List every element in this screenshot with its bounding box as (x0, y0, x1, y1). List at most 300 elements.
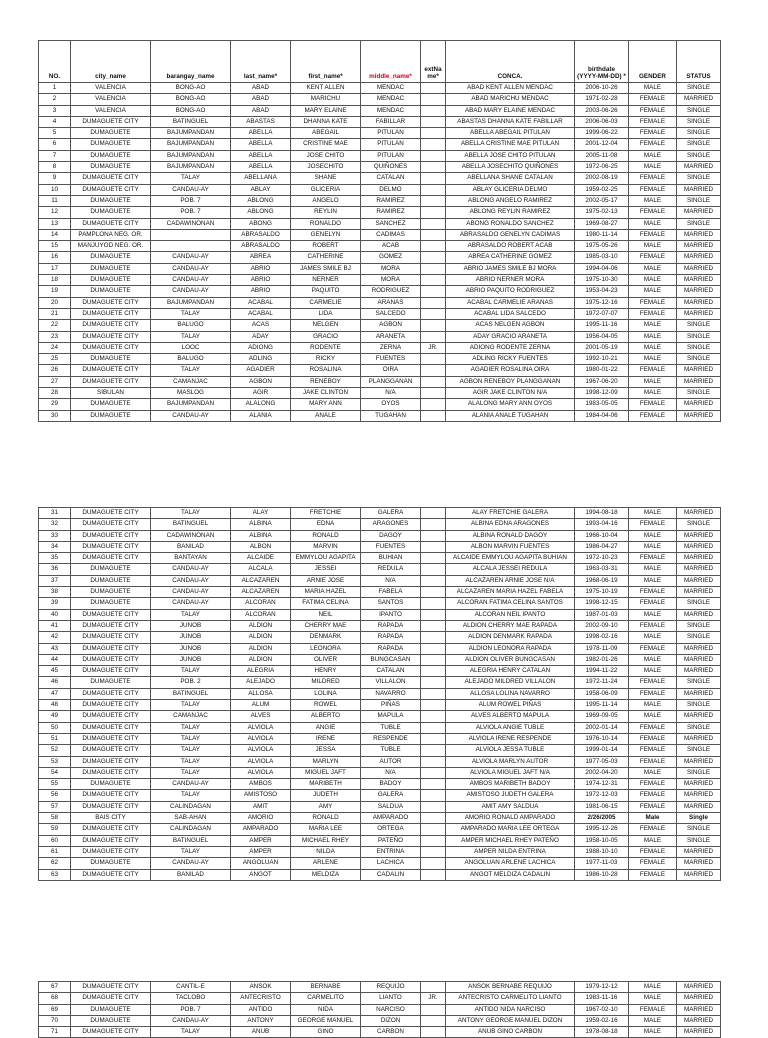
cell-ext-name (421, 756, 446, 767)
cell-no: 46 (39, 677, 71, 688)
cell-conca: AMPER MICHAEL RHEY PATEÑO (446, 835, 575, 846)
table-row (39, 790, 721, 801)
cell-status: SINGLE (677, 354, 721, 365)
cell-last-name: AMPER (231, 835, 291, 846)
cell-middle-name: ACAB (361, 241, 421, 252)
cell-ext-name: JR. (421, 993, 446, 1004)
table-row (39, 376, 721, 387)
table-row (39, 297, 721, 308)
cell-gender: FEMALE (629, 620, 677, 631)
cell-city-name: DUMAGUETE (71, 598, 151, 609)
cell-birthdate: 1956-04-05 (575, 331, 629, 342)
cell-gender: Male (629, 813, 677, 824)
cell-status: MARRIED (677, 94, 721, 105)
cell-ext-name (421, 982, 446, 993)
cell-barangay-name: TALAY (151, 331, 231, 342)
cell-no: 8 (39, 162, 71, 173)
cell-ext-name (421, 564, 446, 575)
cell-middle-name: RESPENDE (361, 733, 421, 744)
table-row (39, 756, 721, 767)
cell-last-name: ALBON (231, 541, 291, 552)
cell-ext-name (421, 1027, 446, 1038)
cell-birthdate: 1994-11-22 (575, 666, 629, 677)
cell-no: 54 (39, 767, 71, 778)
cell-first-name: CRISTINE MAE (291, 139, 361, 150)
cell-barangay-name: BAJUMPANDAN (151, 399, 231, 410)
cell-last-name: AMISTOSO (231, 790, 291, 801)
cell-no: 57 (39, 801, 71, 812)
cell-gender: MALE (629, 263, 677, 274)
cell-gender: MALE (629, 541, 677, 552)
cell-gender: FEMALE (629, 229, 677, 240)
cell-no: 11 (39, 195, 71, 206)
cell-first-name: KENT ALLEN (291, 83, 361, 94)
cell-ext-name (421, 116, 446, 127)
cell-last-name: ALVES (231, 711, 291, 722)
cell-last-name: ALANIA (231, 410, 291, 421)
cell-birthdate: 1975-10-30 (575, 275, 629, 286)
cell-birthdate: 2001-05-19 (575, 342, 629, 353)
cell-ext-name (421, 83, 446, 94)
cell-ext-name (421, 229, 446, 240)
cell-barangay-name: TALAY (151, 508, 231, 519)
header-city-name: city_name (71, 41, 151, 83)
cell-no: 3 (39, 105, 71, 116)
cell-birthdate: 1959-02-16 (575, 1015, 629, 1026)
cell-first-name: ROWEL (291, 700, 361, 711)
cell-birthdate: 1984-04-06 (575, 410, 629, 421)
cell-birthdate: 2006-06-03 (575, 116, 629, 127)
cell-conca: ACABAL CARMELIE ARANAS (446, 297, 575, 308)
cell-first-name: GENELYN (291, 229, 361, 240)
cell-status: SINGLE (677, 128, 721, 139)
cell-barangay-name: TALAY (151, 1027, 231, 1038)
cell-city-name: DUMAGUETE (71, 564, 151, 575)
cell-status: MARRIED (677, 846, 721, 857)
table-row (39, 320, 721, 331)
cell-city-name: PAMPLONA NEG. OR. (71, 229, 151, 240)
cell-barangay-name: CALINDAGAN (151, 801, 231, 812)
cell-no: 61 (39, 846, 71, 857)
cell-no: 1 (39, 83, 71, 94)
cell-barangay-name: POB. 7 (151, 207, 231, 218)
cell-last-name: AMPARADO (231, 824, 291, 835)
cell-status: MARRIED (677, 229, 721, 240)
cell-ext-name (421, 275, 446, 286)
cell-first-name: JAKE CLINTON (291, 388, 361, 399)
cell-gender: FEMALE (629, 128, 677, 139)
cell-gender: FEMALE (629, 184, 677, 195)
cell-first-name: CATHERINE (291, 252, 361, 263)
cell-first-name: CARMELIE (291, 297, 361, 308)
cell-city-name: DUMAGUETE CITY (71, 116, 151, 127)
cell-conca: ALLOSA LOLINA NAVARRO (446, 688, 575, 699)
cell-birthdate: 2005-11-08 (575, 150, 629, 161)
cell-city-name: SIBULAN (71, 388, 151, 399)
cell-ext-name (421, 252, 446, 263)
cell-status: SINGLE (677, 519, 721, 530)
cell-gender: FEMALE (629, 858, 677, 869)
cell-middle-name: LIANTO (361, 993, 421, 1004)
cell-last-name: ABELLA (231, 128, 291, 139)
cell-status: SINGLE (677, 105, 721, 116)
cell-ext-name (421, 94, 446, 105)
cell-city-name: DUMAGUETE CITY (71, 846, 151, 857)
table-row (39, 184, 721, 195)
cell-gender: MALE (629, 162, 677, 173)
table-row (39, 587, 721, 598)
cell-last-name: ALVIOLA (231, 722, 291, 733)
cell-no: 7 (39, 150, 71, 161)
cell-birthdate: 1969-08-27 (575, 218, 629, 229)
table-row (39, 722, 721, 733)
cell-middle-name: OIRA (361, 365, 421, 376)
cell-last-name: ABRIO (231, 275, 291, 286)
cell-birthdate: 1963-03-31 (575, 564, 629, 575)
cell-first-name: MARIBETH (291, 779, 361, 790)
table-row (39, 575, 721, 586)
cell-ext-name (421, 688, 446, 699)
cell-last-name: ALUM (231, 700, 291, 711)
cell-no: 15 (39, 241, 71, 252)
cell-last-name: ABELLA (231, 139, 291, 150)
cell-gender: FEMALE (629, 869, 677, 880)
cell-gender: FEMALE (629, 308, 677, 319)
cell-city-name: DUMAGUETE CITY (71, 733, 151, 744)
cell-last-name: ALCORAN (231, 609, 291, 620)
header-conca: CONCA. (446, 41, 575, 83)
cell-status: MARRIED (677, 263, 721, 274)
cell-no: 38 (39, 587, 71, 598)
cell-middle-name: ARAGONES (361, 519, 421, 530)
cell-barangay-name: TALAY (151, 700, 231, 711)
cell-no: 43 (39, 643, 71, 654)
cell-status: MARRIED (677, 376, 721, 387)
cell-last-name: AMBOS (231, 779, 291, 790)
cell-middle-name: SALDUA (361, 801, 421, 812)
cell-status: MARRIED (677, 508, 721, 519)
cell-last-name: AMORIO (231, 813, 291, 824)
cell-middle-name: RAPADA (361, 632, 421, 643)
cell-middle-name: N/A (361, 767, 421, 778)
cell-last-name: ALDION (231, 654, 291, 665)
cell-barangay-name: POB. 7 (151, 1004, 231, 1015)
cell-conca: ABRASALDO GENELYN CADIMAS (446, 229, 575, 240)
cell-last-name: ABRIO (231, 263, 291, 274)
cell-ext-name (421, 410, 446, 421)
header-birthdate: birthdate (YYYY-MM-DD) * (575, 41, 629, 83)
cell-barangay-name (151, 241, 231, 252)
cell-birthdate: 1986-10-28 (575, 869, 629, 880)
cell-gender: FEMALE (629, 173, 677, 184)
cell-first-name: ARLENE (291, 858, 361, 869)
cell-barangay-name: BANILAD (151, 541, 231, 552)
cell-birthdate: 1975-05-26 (575, 241, 629, 252)
cell-conca: ABRIO PAQUITO RODRIGUEZ (446, 286, 575, 297)
cell-gender: FEMALE (629, 733, 677, 744)
cell-gender: FEMALE (629, 365, 677, 376)
cell-birthdate: 1972-12-03 (575, 790, 629, 801)
cell-last-name: ACABAL (231, 308, 291, 319)
cell-no: 35 (39, 553, 71, 564)
cell-status: MARRIED (677, 643, 721, 654)
cell-first-name: MARY ANN (291, 399, 361, 410)
table-row (39, 824, 721, 835)
cell-gender: FEMALE (629, 553, 677, 564)
cell-barangay-name: CANDAU-AY (151, 184, 231, 195)
table-row (39, 801, 721, 812)
cell-city-name: DUMAGUETE CITY (71, 184, 151, 195)
cell-barangay-name: BAJUMPANDAN (151, 297, 231, 308)
cell-birthdate: 1983-11-16 (575, 993, 629, 1004)
cell-gender: FEMALE (629, 779, 677, 790)
cell-conca: ALVIOLA IRENE RESPENDE (446, 733, 575, 744)
cell-gender: FEMALE (629, 252, 677, 263)
cell-gender: MALE (629, 342, 677, 353)
cell-status: SINGLE (677, 677, 721, 688)
cell-first-name: RODENTE (291, 342, 361, 353)
cell-ext-name (421, 587, 446, 598)
cell-ext-name (421, 263, 446, 274)
cell-last-name: ALEJADO (231, 677, 291, 688)
cell-gender: FEMALE (629, 410, 677, 421)
cell-middle-name: ORTEGA (361, 824, 421, 835)
cell-ext-name (421, 286, 446, 297)
table-row (39, 553, 721, 564)
cell-city-name: DUMAGUETE (71, 354, 151, 365)
table-row (39, 173, 721, 184)
cell-no: 37 (39, 575, 71, 586)
cell-conca: ALCALA JESSEI REDULA (446, 564, 575, 575)
cell-barangay-name: POB. 7 (151, 195, 231, 206)
cell-no: 24 (39, 342, 71, 353)
header-first-name: first_name* (291, 41, 361, 83)
cell-conca: ABRIO NERNER MORA (446, 275, 575, 286)
cell-city-name: DUMAGUETE CITY (71, 1027, 151, 1038)
cell-middle-name: MAPULA (361, 711, 421, 722)
header-gender: GENDER (629, 41, 677, 83)
cell-conca: AGADIER ROSALINA OIRA (446, 365, 575, 376)
cell-no: 18 (39, 275, 71, 286)
cell-first-name: LEONORA (291, 643, 361, 654)
cell-no: 51 (39, 733, 71, 744)
cell-ext-name (421, 609, 446, 620)
cell-no: 17 (39, 263, 71, 274)
cell-ext-name (421, 846, 446, 857)
cell-last-name: ALCAIDE (231, 553, 291, 564)
cell-birthdate: 1953-04-23 (575, 286, 629, 297)
table-row (39, 275, 721, 286)
cell-first-name: LIDA (291, 308, 361, 319)
table-row (39, 858, 721, 869)
cell-ext-name (421, 824, 446, 835)
cell-conca: ALCAZAREN MARIA HAZEL FABELA (446, 587, 575, 598)
cell-status: SINGLE (677, 218, 721, 229)
cell-status: SINGLE (677, 320, 721, 331)
cell-barangay-name: LOOC (151, 342, 231, 353)
cell-first-name: MARLYN (291, 756, 361, 767)
cell-middle-name: MENDAC (361, 94, 421, 105)
cell-no: 27 (39, 376, 71, 387)
cell-city-name: DUMAGUETE CITY (71, 320, 151, 331)
cell-barangay-name: CANDAU-AY (151, 286, 231, 297)
table-row (39, 410, 721, 421)
cell-conca: ABAD MARICHU MENDAC (446, 94, 575, 105)
cell-middle-name: DAGOY (361, 530, 421, 541)
cell-last-name: ABELLANA (231, 173, 291, 184)
cell-birthdate: 1976-10-14 (575, 733, 629, 744)
cell-ext-name (421, 530, 446, 541)
cell-no: 45 (39, 666, 71, 677)
cell-last-name: ALVIOLA (231, 756, 291, 767)
table-row (39, 195, 721, 206)
cell-city-name: DUMAGUETE CITY (71, 756, 151, 767)
cell-birthdate: 1978-11-09 (575, 643, 629, 654)
table-row (39, 354, 721, 365)
cell-first-name: ANGIE (291, 722, 361, 733)
cell-middle-name: IPANTO (361, 609, 421, 620)
cell-barangay-name: BATINGUEL (151, 835, 231, 846)
cell-barangay-name: BONG-AO (151, 83, 231, 94)
cell-last-name: ALVIOLA (231, 733, 291, 744)
cell-last-name: AGADIER (231, 365, 291, 376)
cell-city-name: DUMAGUETE CITY (71, 297, 151, 308)
cell-conca: ALCORAN FATIMA CELINA SANTOS (446, 598, 575, 609)
cell-ext-name (421, 508, 446, 519)
cell-gender: MALE (629, 609, 677, 620)
cell-conca: ABELLA CRISTINE MAE PITULAN (446, 139, 575, 150)
table-row (39, 745, 721, 756)
cell-city-name: DUMAGUETE (71, 587, 151, 598)
cell-status: SINGLE (677, 173, 721, 184)
cell-middle-name: SANCHEZ (361, 218, 421, 229)
cell-city-name: DUMAGUETE (71, 575, 151, 586)
header-ext-name: extName* (421, 41, 446, 83)
cell-birthdate: 1972-10-23 (575, 553, 629, 564)
cell-city-name: DUMAGUETE CITY (71, 801, 151, 812)
cell-city-name: DUMAGUETE (71, 207, 151, 218)
cell-status: SINGLE (677, 700, 721, 711)
cell-middle-name: BUHIAN (361, 553, 421, 564)
table-row (39, 105, 721, 116)
cell-barangay-name: BATINGUEL (151, 519, 231, 530)
cell-last-name: ABELLA (231, 150, 291, 161)
cell-last-name: AGBON (231, 376, 291, 387)
cell-middle-name: MENDAC (361, 105, 421, 116)
cell-no: 40 (39, 609, 71, 620)
cell-gender: FEMALE (629, 105, 677, 116)
cell-birthdate: 1972-07-07 (575, 308, 629, 319)
cell-barangay-name: TALAY (151, 790, 231, 801)
cell-status: MARRIED (677, 1004, 721, 1015)
cell-conca: ALDION LEONORA RAPADA (446, 643, 575, 654)
cell-status: MARRIED (677, 252, 721, 263)
cell-first-name: HENRY (291, 666, 361, 677)
cell-conca: ABREA CATHERINE GOMEZ (446, 252, 575, 263)
table-row (39, 620, 721, 631)
cell-last-name: ABAD (231, 94, 291, 105)
cell-barangay-name: TALAY (151, 609, 231, 620)
cell-city-name: DUMAGUETE CITY (71, 508, 151, 519)
cell-city-name: DUMAGUETE (71, 275, 151, 286)
cell-last-name: ALAY (231, 508, 291, 519)
cell-birthdate: 1959-02-25 (575, 184, 629, 195)
cell-last-name: ANTONY (231, 1015, 291, 1026)
cell-ext-name (421, 722, 446, 733)
cell-birthdate: 1982-01-26 (575, 654, 629, 665)
table-row (39, 308, 721, 319)
cell-first-name: JOSECHITO (291, 162, 361, 173)
cell-status: SINGLE (677, 83, 721, 94)
cell-first-name: JESSEI (291, 564, 361, 575)
cell-ext-name (421, 1015, 446, 1026)
cell-city-name: DUMAGUETE CITY (71, 620, 151, 631)
records-body (39, 982, 721, 1038)
cell-gender: FEMALE (629, 846, 677, 857)
cell-conca: ANTIDO NIDA NARCISO (446, 1004, 575, 1015)
cell-middle-name: ENTRINA (361, 846, 421, 857)
cell-barangay-name: SAB-AHAN (151, 813, 231, 824)
cell-status: SINGLE (677, 388, 721, 399)
table-row (39, 286, 721, 297)
cell-conca: ABLONG ANGELO RAMIREZ (446, 195, 575, 206)
cell-no: 58 (39, 813, 71, 824)
cell-gender: FEMALE (629, 94, 677, 105)
cell-no: 26 (39, 365, 71, 376)
cell-no: 53 (39, 756, 71, 767)
cell-conca: ABAD MARY ELAINE MENDAC (446, 105, 575, 116)
cell-gender: MALE (629, 150, 677, 161)
records-table (38, 507, 721, 881)
cell-status: MARRIED (677, 779, 721, 790)
cell-no: 47 (39, 688, 71, 699)
cell-first-name: RONALD (291, 530, 361, 541)
cell-city-name: DUMAGUETE CITY (71, 982, 151, 993)
cell-ext-name (421, 128, 446, 139)
cell-last-name: AMIT (231, 801, 291, 812)
cell-no: 60 (39, 835, 71, 846)
cell-conca: ALAY FRETCHIE GALERA (446, 508, 575, 519)
cell-ext-name (421, 207, 446, 218)
cell-no: 44 (39, 654, 71, 665)
table-row (39, 632, 721, 643)
cell-status: MARRIED (677, 869, 721, 880)
cell-status: SINGLE (677, 139, 721, 150)
table-row (39, 263, 721, 274)
cell-first-name: ANALE (291, 410, 361, 421)
cell-barangay-name: CALINDAGAN (151, 824, 231, 835)
cell-gender: MALE (629, 1015, 677, 1026)
cell-gender: MALE (629, 286, 677, 297)
cell-first-name: NIDA (291, 1004, 361, 1015)
cell-birthdate: 1998-02-16 (575, 632, 629, 643)
cell-status: MARRIED (677, 711, 721, 722)
cell-conca: ADAY GRACIO ARANETA (446, 331, 575, 342)
cell-middle-name: CATALAN (361, 666, 421, 677)
table-row (39, 688, 721, 699)
cell-middle-name: PIÑAS (361, 700, 421, 711)
table-row (39, 733, 721, 744)
table-row (39, 83, 721, 94)
cell-first-name: ARNIE JOSE (291, 575, 361, 586)
cell-last-name: ALEGRIA (231, 666, 291, 677)
cell-no: 14 (39, 229, 71, 240)
cell-last-name: ALBINA (231, 530, 291, 541)
cell-first-name: CHERRY MAE (291, 620, 361, 631)
table-row (39, 993, 721, 1004)
cell-middle-name: ARANAS (361, 297, 421, 308)
cell-birthdate: 1988-10-10 (575, 846, 629, 857)
